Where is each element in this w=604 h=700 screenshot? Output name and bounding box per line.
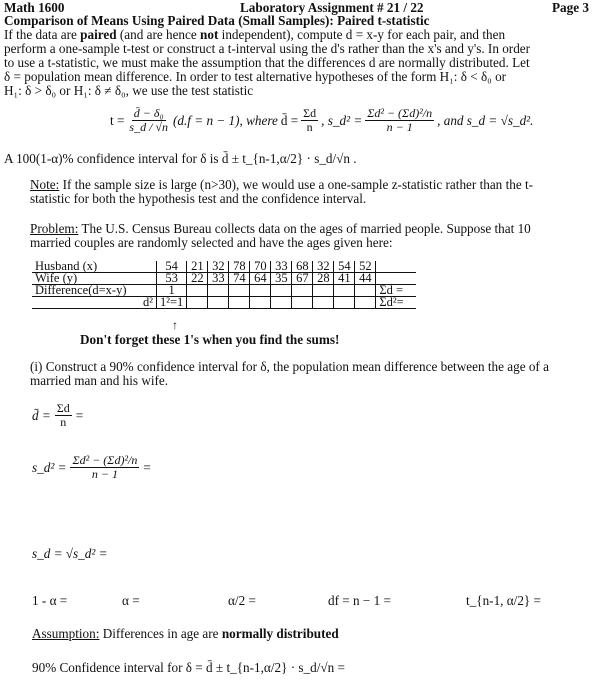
row-label: Husband (x) bbox=[32, 261, 157, 273]
row-sum: Σd²= bbox=[376, 297, 417, 309]
table-cell bbox=[250, 285, 271, 297]
table-cell: 32 bbox=[313, 261, 334, 273]
table-cell: 64 bbox=[250, 273, 271, 285]
alpha-value: α = bbox=[122, 593, 140, 608]
part-i-line-2: married man and his wife. bbox=[30, 373, 169, 388]
table-cell: 52 bbox=[355, 261, 376, 273]
page-number: Page 3 bbox=[552, 0, 589, 15]
section-title: Comparison of Means Using Paired Data (Small Samples): Paired t-statistic bbox=[4, 13, 430, 28]
table-cell bbox=[271, 285, 292, 297]
problem-line-1: Problem: The U.S. Census Bureau collects data on the ages of married people. Suppose that 10 bbox=[30, 221, 531, 236]
table-cell bbox=[313, 285, 334, 297]
intro-line-4: δ = population mean difference. In order to test alternative hypotheses of the form H₁: δ < δ₀ or bbox=[4, 69, 507, 84]
table-row bbox=[32, 285, 416, 297]
table-cell: 32 bbox=[208, 261, 229, 273]
part-i-line-1: (i) Construct a 90% confidence interval for δ, the population mean difference between the age of a bbox=[30, 359, 549, 374]
table-cell bbox=[208, 285, 229, 297]
table-cell: 33 bbox=[271, 261, 292, 273]
table-cell: 74 bbox=[229, 273, 250, 285]
t-critical: t_{n-1, α/2} = bbox=[466, 593, 541, 608]
table-cell: 68 bbox=[292, 261, 313, 273]
table-cell bbox=[208, 297, 229, 309]
table-cell bbox=[250, 297, 271, 309]
table-cell: 78 bbox=[229, 261, 250, 273]
one-minus-alpha: 1 - α = bbox=[32, 593, 68, 608]
sd-computation: s_d = √s_d² = bbox=[32, 546, 108, 561]
intro-line-2: perform a one-sample t-test or construct a t-interval using the d's rather than the x's and y's. In order bbox=[4, 41, 531, 56]
intro-line-3: to use a t-statistic, we must make the assumption that the differences d are normally distributed. Let bbox=[4, 55, 530, 70]
row-label: d² bbox=[32, 297, 157, 309]
alpha-half: α/2 = bbox=[228, 593, 256, 608]
table-cell bbox=[355, 297, 376, 309]
table-cell: 53 bbox=[157, 273, 187, 285]
row-sum bbox=[376, 261, 417, 273]
table-cell bbox=[292, 285, 313, 297]
table-cell bbox=[187, 285, 208, 297]
row-label: Difference(d=x-y) bbox=[32, 285, 157, 297]
table-cell bbox=[187, 297, 208, 309]
table-cell bbox=[271, 297, 292, 309]
table-cell: 1²=1 bbox=[157, 297, 187, 309]
test-statistic-formula: t = $\frac{\text{d̄ − δ₀}}{s\_d / √n}$ (d.f = n − 1), where d̄ = $\frac{\Sigma d}{n}$ , s_d² = $\frac{\text{Σd² − (Σd)²/n}}{n - 1}$ , and s_d = √s_d². bbox=[110, 105, 534, 134]
table-cell: 21 bbox=[187, 261, 208, 273]
table-cell: 54 bbox=[157, 261, 187, 273]
table-row bbox=[32, 297, 416, 309]
degrees-freedom: df = n − 1 = bbox=[328, 593, 391, 608]
table-cell bbox=[229, 285, 250, 297]
table-cell: 28 bbox=[313, 273, 334, 285]
table-cell bbox=[334, 297, 355, 309]
problem-line-2: married couples are randomly selected and have the ages given here: bbox=[30, 235, 393, 250]
assumption-line: Assumption: Differences in age are normally distributed bbox=[32, 626, 339, 641]
confidence-interval-formula: A 100(1-α)% confidence interval for δ is d̄ ± t_{n-1,α/2} · s_d/√n . bbox=[4, 151, 357, 166]
table-cell bbox=[229, 297, 250, 309]
dbar-computation: d̄ = $\frac{\Sigma d}{n}$ = bbox=[32, 400, 84, 429]
final-ci-line: 90% Confidence interval for δ = d̄ ± t_{n-1,α/2} · s_d/√n = bbox=[32, 660, 345, 675]
table-cell: 44 bbox=[355, 273, 376, 285]
table-cell: 35 bbox=[271, 273, 292, 285]
table-cell bbox=[334, 285, 355, 297]
ages-table bbox=[32, 261, 416, 309]
reminder-text: Don't forget these 1's when you find the sums! bbox=[80, 332, 340, 347]
table-cell: 33 bbox=[208, 273, 229, 285]
table-cell: 1 bbox=[157, 285, 187, 297]
variance-computation: s_d² = $\frac{\text{Σd² − (Σd)²/n}}{n - 1}$ = bbox=[32, 452, 151, 481]
course-name: Math 1600 bbox=[4, 0, 65, 15]
arrow-icon: ↑ bbox=[172, 318, 178, 332]
table-cell bbox=[355, 285, 376, 297]
table-cell: 67 bbox=[292, 273, 313, 285]
table-cell: 54 bbox=[334, 261, 355, 273]
row-sum: Σd = bbox=[376, 285, 417, 297]
intro-line-5: H₁: δ > δ₀ or H₁: δ ≠ δ₀, we use the test statistic bbox=[4, 83, 254, 98]
row-label: Wife (y) bbox=[32, 273, 157, 285]
table-cell: 22 bbox=[187, 273, 208, 285]
table-cell: 41 bbox=[334, 273, 355, 285]
table-cell bbox=[292, 297, 313, 309]
note-line-2: statistic for both the hypothesis test and the confidence interval. bbox=[30, 191, 367, 206]
table-cell bbox=[313, 297, 334, 309]
table-cell: 70 bbox=[250, 261, 271, 273]
assignment-title: Laboratory Assignment # 21 / 22 bbox=[240, 0, 424, 15]
intro-line-1: If the data are paired (and are hence not independent), compute d = x-y for each pair, and then bbox=[4, 27, 506, 42]
note-line-1: Note: If the sample size is large (n>30), we would use a one-sample z-statistic rather than the t- bbox=[30, 177, 534, 192]
